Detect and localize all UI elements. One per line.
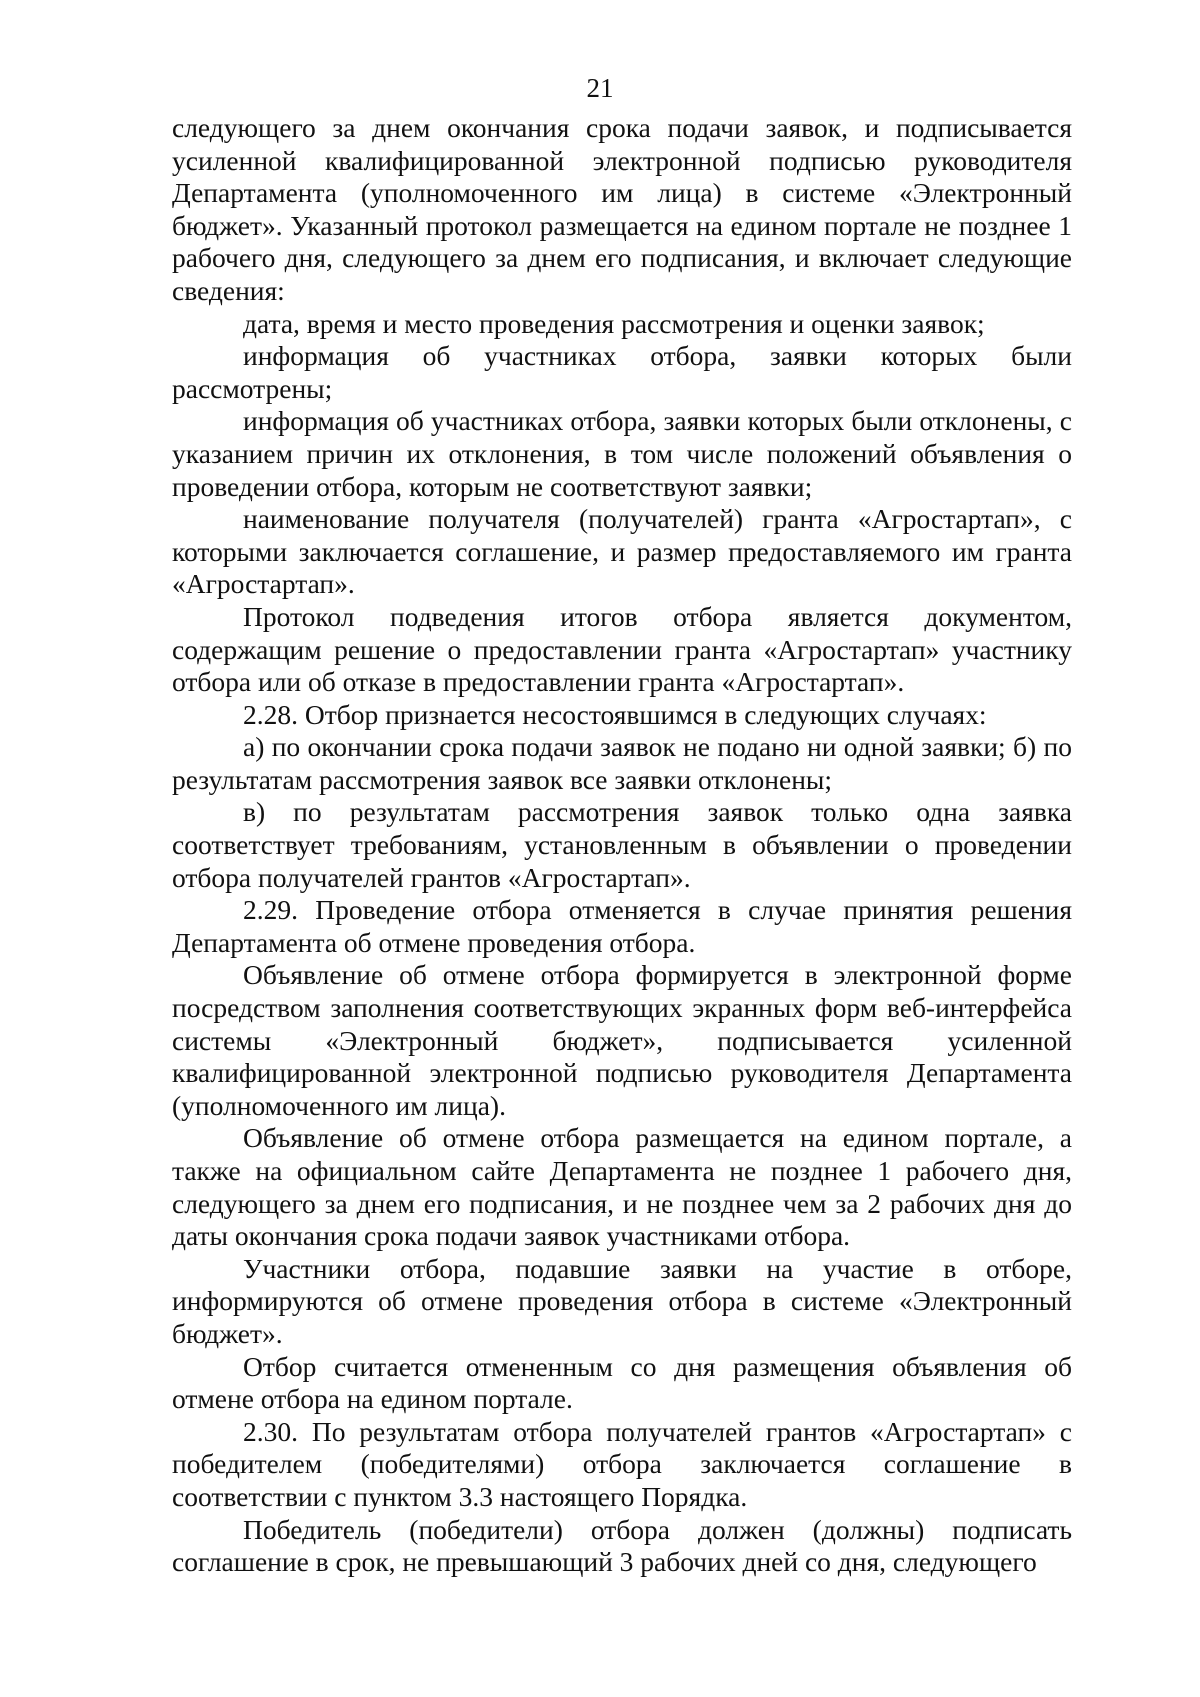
- paragraph: а) по окончании срока подачи заявок не подано ни одной заявки; б) по результатам рассмотрения заявок все заявки отклонены;: [172, 731, 1072, 795]
- paragraph: 2.30. По результатам отбора получателей грантов «Агростартап» с победителем (победителями) отбора заключается соглашение в соответствии с пунктом 3.3 настоящего Порядка.: [172, 1415, 1072, 1512]
- paragraph: Объявление об отмене отбора размещается на едином портале, а также на официальном сайте Департамента не позднее 1 рабочего дня, следующего за днем его подписания, и не позднее чем за 2 рабочих дня до даты окончания срока подачи заявок участниками отбора.: [172, 1122, 1072, 1252]
- paragraph: информация об участниках отбора, заявки которых были рассмотрены;: [172, 340, 1072, 404]
- page-number: 21: [586, 73, 614, 103]
- paragraph: Победитель (победители) отбора должен (должны) подписать соглашение в срок, не превышающий 3 рабочих дней со дня, следующего: [172, 1513, 1072, 1578]
- paragraph: 2.28. Отбор признается несостоявшимся в следующих случаях:: [243, 698, 987, 730]
- paragraph: информация об участниках отбора, заявки которых были отклонены, с указанием причин их отклонения, в том числе положений объявления о проведении отбора, которым не соответствуют заявки;: [172, 405, 1072, 502]
- paragraph: в) по результатам рассмотрения заявок только одна заявка соответствует требованиям, установленным в объявлении о проведении отбора получателей грантов «Агростартап».: [172, 796, 1072, 893]
- paragraph: Протокол подведения итогов отбора является документом, содержащим решение о предоставлении гранта «Агростартап» участнику отбора или об отказе в предоставлении гранта «Агростартап».: [172, 600, 1072, 698]
- paragraph: дата, время и место проведения рассмотрения и оценки заявок;: [243, 307, 985, 339]
- paragraph: Участники отбора, подавшие заявки на участие в отборе, информируются об отмене проведения отбора в системе «Электронный бюджет».: [172, 1252, 1072, 1349]
- paragraph: следующего за днем окончания срока подачи заявок, и подписывается усиленной квалифицированной электронной подписью руководителя Департамента (уполномоченного им лица) в системе «Электронный бюджет». Указанный протокол размещается на едином портале не позднее 1 рабочего дня, следующего за днем его подписания, и включает следующие сведения:: [172, 112, 1072, 306]
- paragraph: наименование получателя (получателей) гранта «Агростартап», с которыми заключается соглашение, и размер предоставляемого им гранта «Агростартап».: [172, 503, 1072, 600]
- paragraph: 2.29. Проведение отбора отменяется в случае принятия решения Департамента об отмене проведения отбора.: [172, 894, 1072, 958]
- paragraph: Отбор считается отмененным со дня размещения объявления об отмене отбора на едином портале.: [172, 1350, 1072, 1415]
- paragraph: Объявление об отмене отбора формируется в электронной форме посредством заполнения соответствующих экранных форм веб-интерфейса системы «Электронный бюджет», подписывается усиленной квалифицированной электронной подписью руководителя Департамента (уполномоченного им лица).: [172, 959, 1072, 1121]
- document-body: [172, 112, 1072, 1579]
